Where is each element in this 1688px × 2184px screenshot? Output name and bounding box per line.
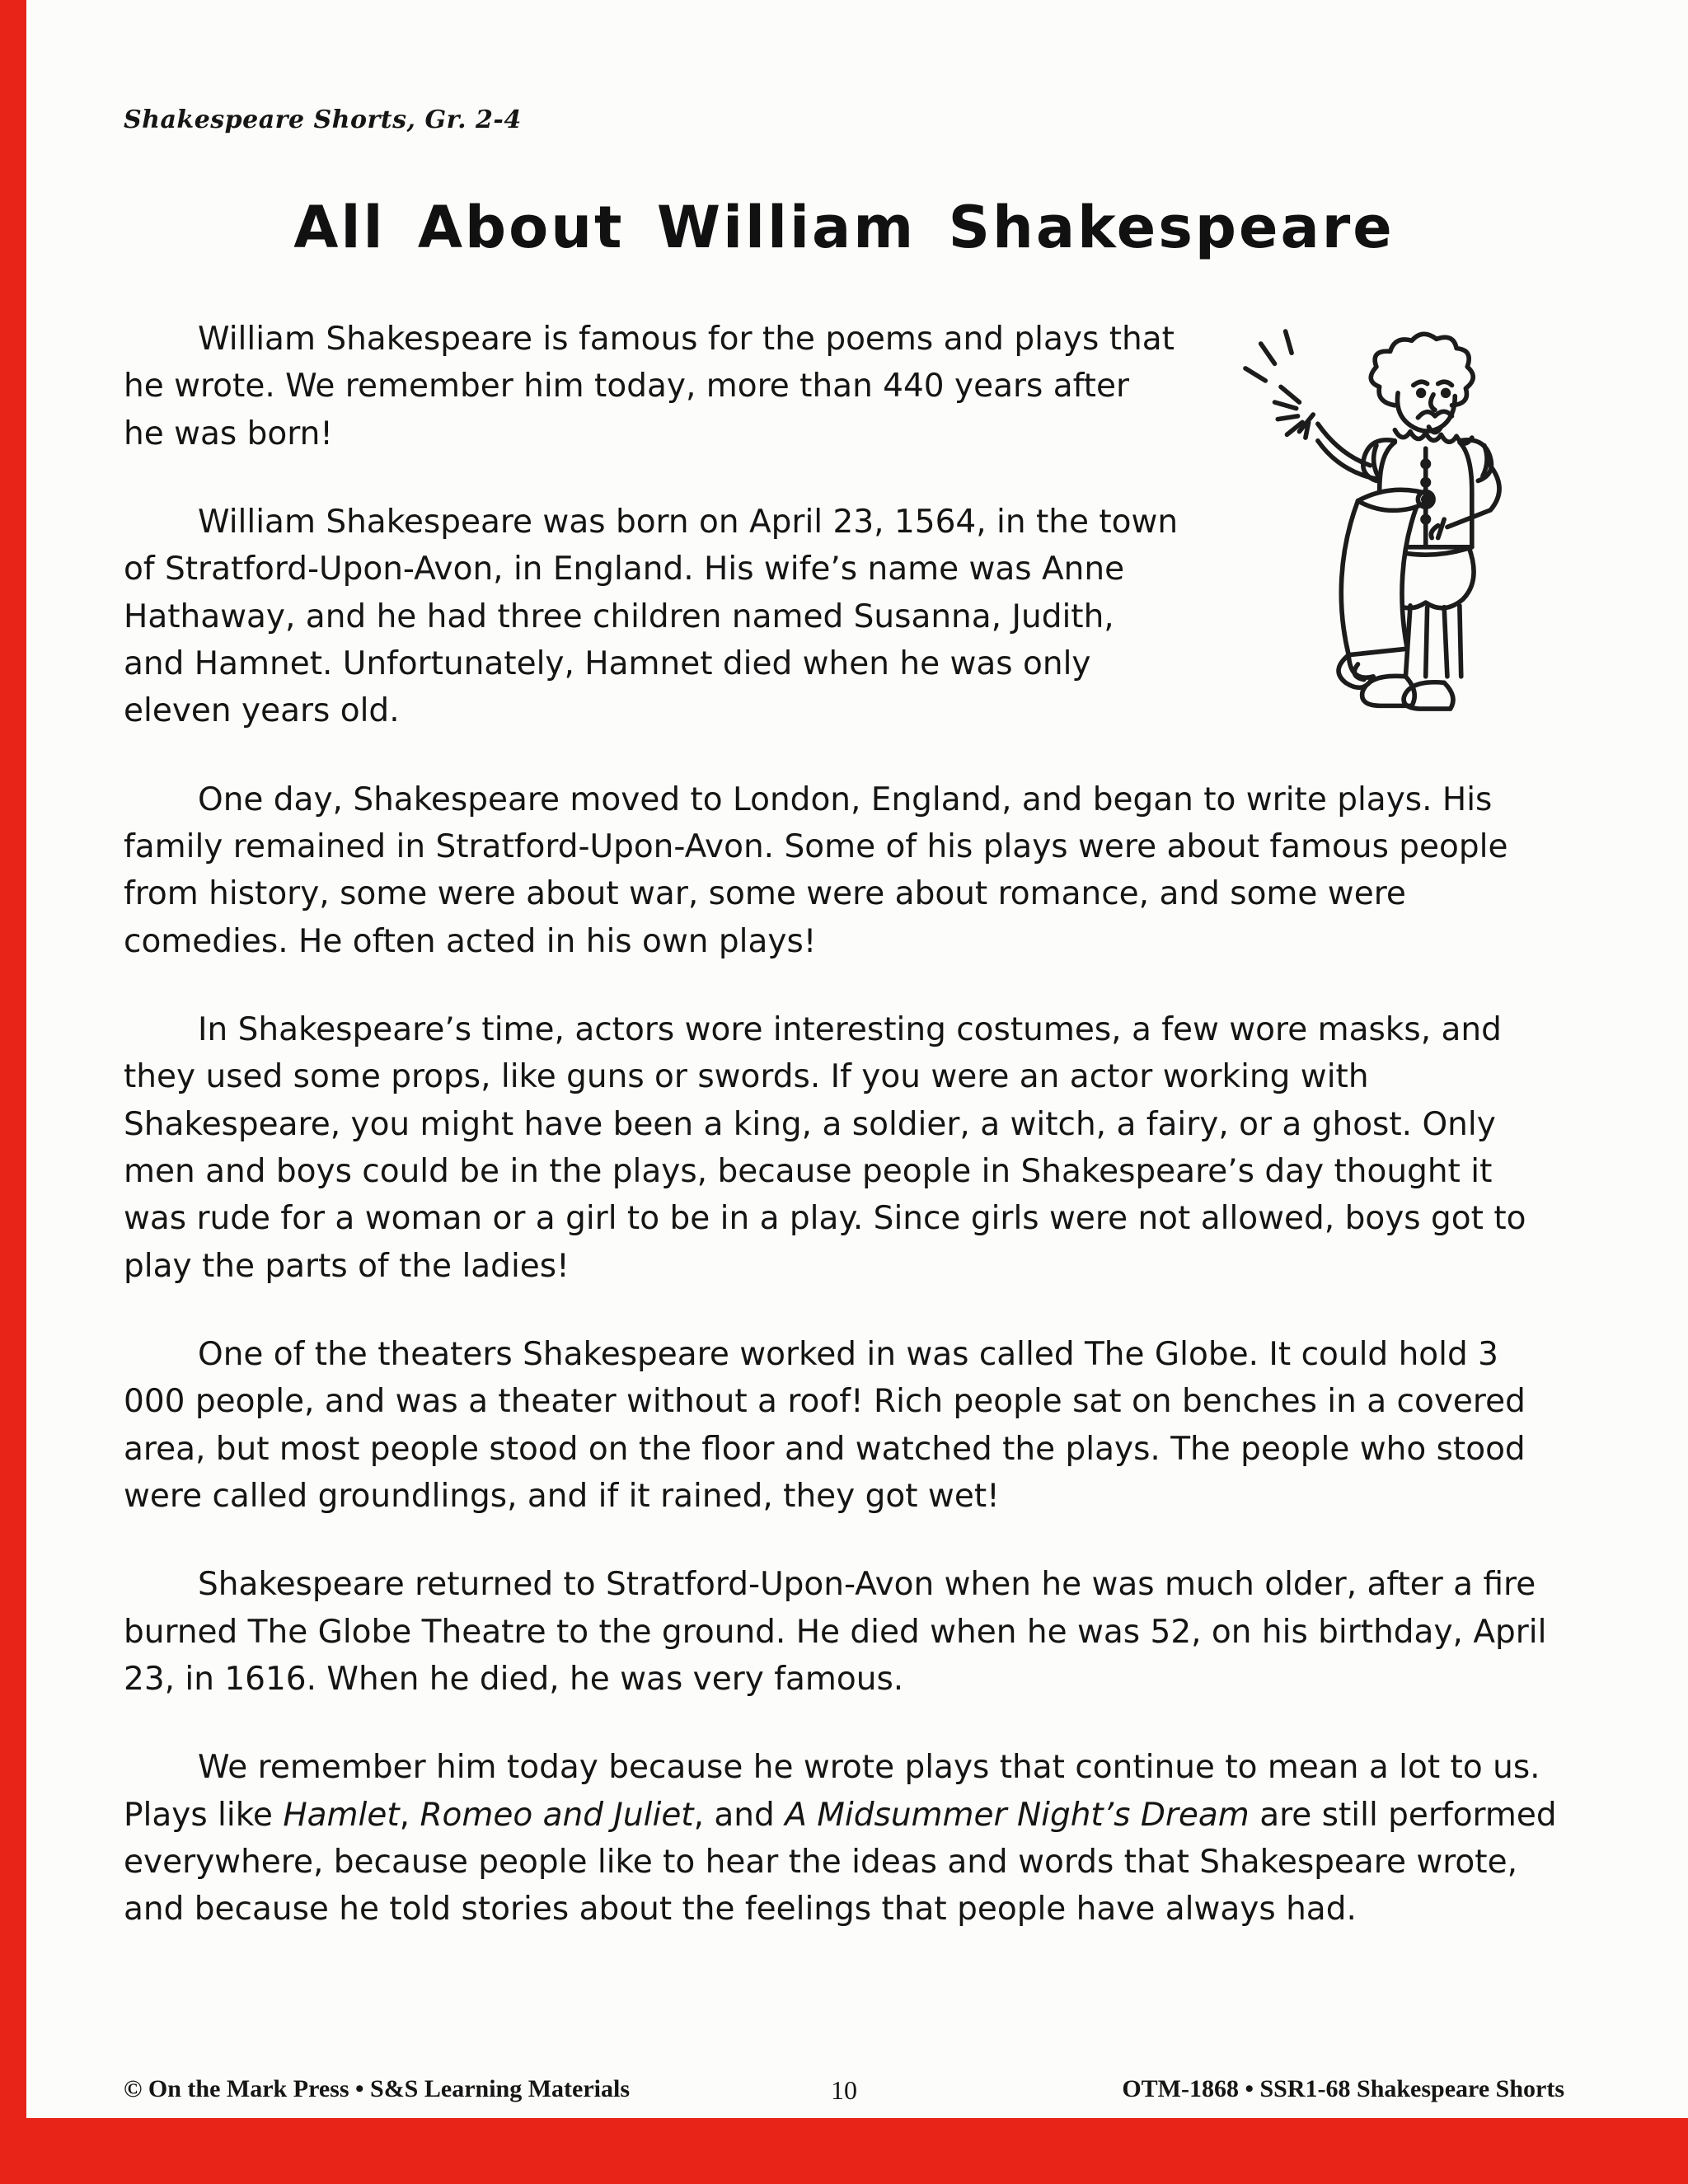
shakespeare-illustration bbox=[1210, 319, 1564, 735]
play-title: A Midsummer Night’s Dream bbox=[785, 1796, 1250, 1834]
text-run: William Shakespeare is famous for the poems and plays that he wrote. We remember him today, more than 440 years after he was born! bbox=[124, 321, 1175, 452]
footer-product-code: OTM-1868 • SSR1-68 Shakespeare Shorts bbox=[1122, 2075, 1564, 2102]
paragraph bbox=[124, 1744, 1564, 1933]
text-run: Shakespeare returned to Stratford-Upon-Avon when he was much older, after a fire burned The Globe Theatre to the ground. He died when he was 52, on his birthday, April 23, in 1616. When he died, he was very famous. bbox=[124, 1566, 1547, 1698]
page-content bbox=[124, 0, 1564, 1975]
text-run: One of the theaters Shakespeare worked in was called The Globe. It could hold 3 000 people, and was a theater without a roof! Rich people sat on benches in a covered area, but most people stood on the floor and watched the plays. The people who stood were called groundlings, and if it rained, they got wet! bbox=[124, 1335, 1526, 1515]
paragraph bbox=[124, 776, 1564, 965]
play-title: Romeo and Juliet bbox=[420, 1796, 694, 1834]
text-run: are still performed everywhere, because people like to hear the ideas and words that Shakespeare wrote, and because he told stories about the feelings that people have always had. bbox=[124, 1796, 1557, 1929]
text-run: , and bbox=[693, 1796, 785, 1834]
shakespeare-figure bbox=[1210, 319, 1564, 735]
text-run: We remember him today because he wrote plays that continue to mean a lot to us. Plays like bbox=[124, 1749, 1540, 1834]
button bbox=[1423, 516, 1428, 522]
eye-right bbox=[1443, 390, 1449, 396]
article-paragraphs bbox=[124, 316, 1564, 1933]
text-run: William Shakespeare was born on April 23, 1564, in the town of Stratford-Upon-Avon, in England. His wife’s name was Anne Hathaway, and he had three children named Susanna, Judith, and Hamnet. Unfortunately, Hamnet died when he was only eleven years old. bbox=[124, 503, 1179, 730]
button bbox=[1423, 480, 1428, 485]
eye-left bbox=[1418, 390, 1424, 396]
button bbox=[1423, 461, 1428, 466]
mustache bbox=[1418, 411, 1451, 417]
nose bbox=[1431, 395, 1435, 410]
paragraph bbox=[124, 1561, 1564, 1703]
page-title: All About William Shakespeare bbox=[293, 194, 1395, 261]
paragraph bbox=[124, 1331, 1564, 1520]
text-run: One day, Shakespeare moved to London, England, and began to write plays. His family remained in Stratford-Upon-Avon. Some of his plays were about famous people from history, some were about war, some were about romance, and some were comedies. He often acted in his own plays! bbox=[124, 780, 1508, 960]
legs bbox=[1405, 606, 1461, 677]
footer-page-number: 10 bbox=[831, 2075, 857, 2105]
scroll-hand bbox=[1431, 519, 1444, 537]
scroll-body bbox=[1341, 501, 1416, 655]
paragraph bbox=[124, 1006, 1564, 1290]
motion-lines-icon bbox=[1245, 331, 1292, 381]
footer-publisher: © On the Mark Press • S&S Learning Materials bbox=[124, 2075, 630, 2102]
text-run: In Shakespeare’s time, actors wore interesting costumes, a few wore masks, and they used some props, like guns or swords. If you were an actor working with Shakespeare, you might have been a king, a soldier, a witch, a fairy, or a ghost. Only men and boys could be in the plays, because people in Shakespeare’s day thought it was rude for a woman or a girl to be in a play. Since girls were not allowed, boys got to play the parts of the ladies! bbox=[124, 1010, 1526, 1285]
eyebrows bbox=[1414, 382, 1452, 385]
booklet-series-title: Shakespeare Shorts, Gr. 2-4 bbox=[124, 105, 522, 134]
play-title: Hamlet bbox=[283, 1796, 400, 1834]
scroll-bottom-spiral bbox=[1354, 664, 1364, 680]
red-border-left bbox=[0, 0, 26, 2184]
red-border-bottom bbox=[0, 2118, 1688, 2184]
text-run: , bbox=[399, 1796, 420, 1834]
page-footer bbox=[124, 2075, 1564, 2103]
